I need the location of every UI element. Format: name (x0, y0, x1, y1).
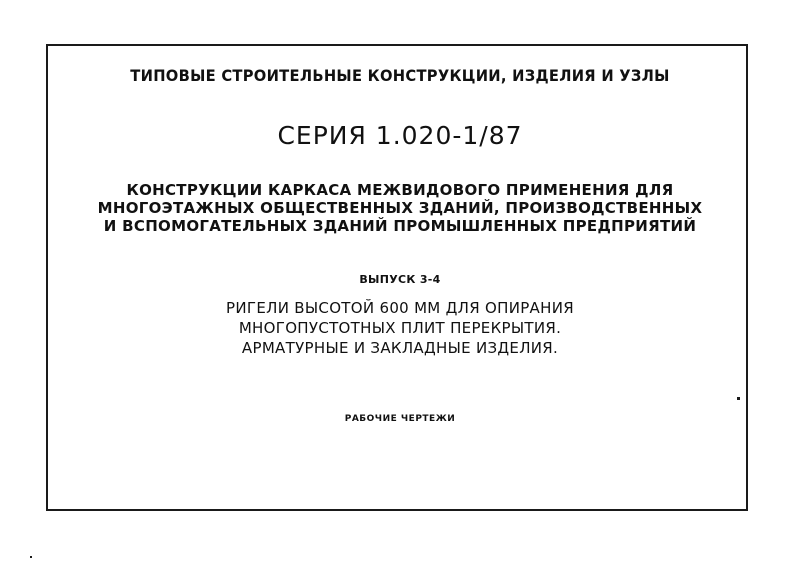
document-header: ТИПОВЫЕ СТРОИТЕЛЬНЫЕ КОНСТРУКЦИИ, ИЗДЕЛИЯ И УЗЛЫ (130, 66, 670, 85)
subtitle-line-2: МНОГОПУСТОТНЫХ ПЛИТ ПЕРЕКРЫТИЯ. (238, 319, 562, 337)
working-drawings-label: РАБОЧИЕ ЧЕРТЕЖИ (344, 414, 456, 424)
title-line-2: МНОГОЭТАЖНЫХ ОБЩЕСТВЕННЫХ ЗДАНИЙ, ПРОИЗВОДСТВЕННЫХ (97, 199, 703, 217)
issue-number: ВЫПУСК 3-4 (359, 273, 441, 286)
series-title: СЕРИЯ 1.020-1/87 (277, 121, 523, 150)
subtitle-line-1: РИГЕЛИ ВЫСОТОЙ 600 ММ ДЛЯ ОПИРАНИЯ (226, 299, 574, 317)
scan-speck (30, 556, 32, 558)
title-line-3: И ВСПОМОГАТЕЛЬНЫХ ЗДАНИЙ ПРОМЫШЛЕННЫХ ПРЕДПРИЯТИЙ (103, 217, 697, 235)
scan-speck (737, 397, 740, 400)
subtitle-line-3: АРМАТУРНЫЕ И ЗАКЛАДНЫЕ ИЗДЕЛИЯ. (241, 339, 559, 357)
title-line-1: КОНСТРУКЦИИ КАРКАСА МЕЖВИДОВОГО ПРИМЕНЕНИЯ ДЛЯ (126, 181, 674, 199)
